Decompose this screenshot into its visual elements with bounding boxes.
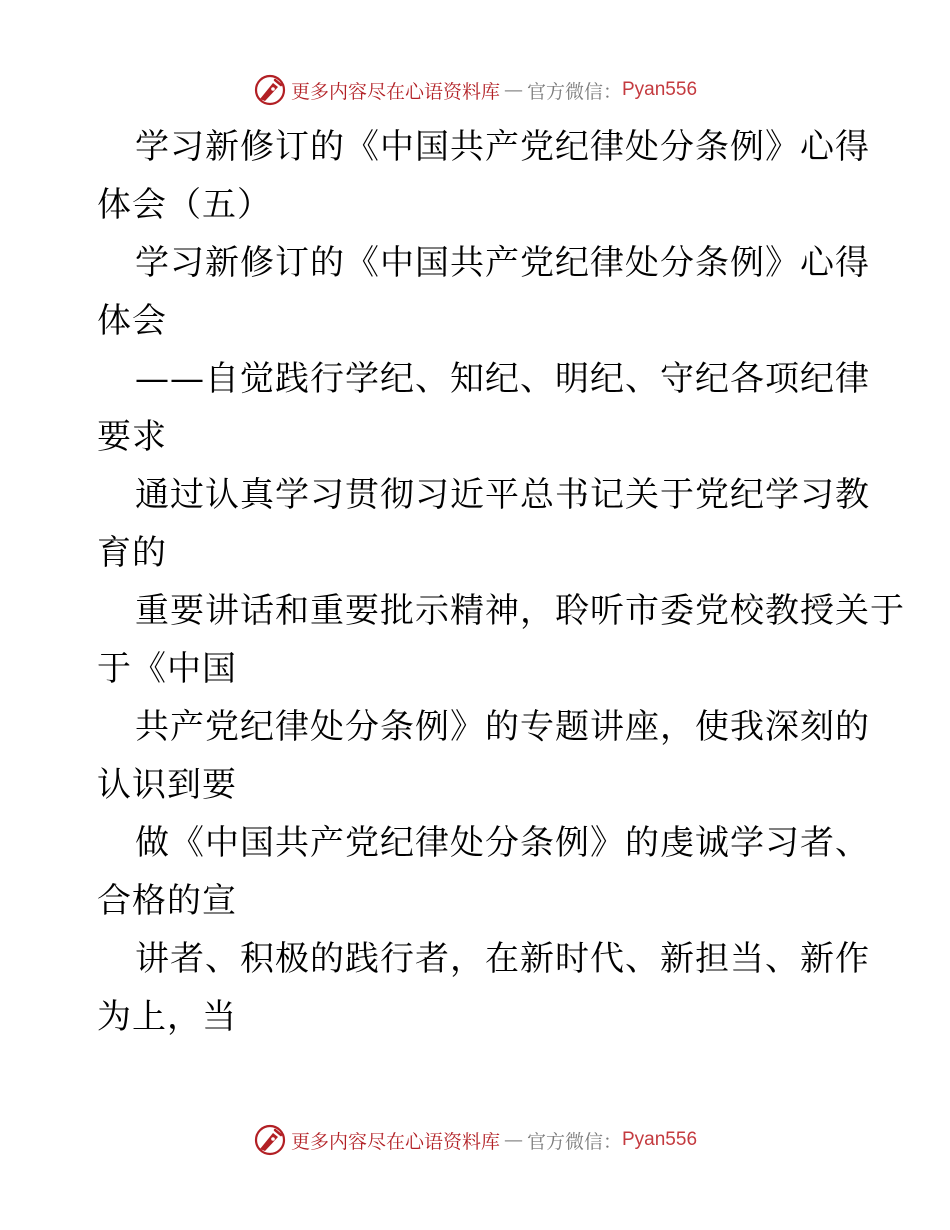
subtitle-line: 要求 — [97, 417, 167, 457]
watermark-official-label: 官方微信： — [526, 1130, 622, 1153]
paragraph-line: 合格的宣 — [97, 881, 237, 921]
document-body — [97, 118, 905, 1046]
subtitle-line: 体会 — [97, 301, 167, 341]
watermark-site-text: 更多内容尽在心语资料库 — [290, 80, 500, 103]
paragraph-line: 认识到要 — [97, 765, 237, 805]
watermark-account: Pyan556 — [622, 1129, 698, 1150]
footer-watermark — [0, 1120, 950, 1160]
paragraph-line: 做《中国共产党纪律处分条例》的虔诚学习者、 — [135, 823, 870, 863]
paragraph-line: 为上，当 — [97, 997, 237, 1037]
pen-nib-logo-icon — [253, 73, 287, 107]
paragraph-line: 重要讲话和重要批示精神，聆听市委党校教授关于 — [135, 591, 905, 631]
header-watermark — [0, 70, 950, 110]
watermark-official-label: 官方微信： — [526, 80, 622, 103]
title-line: 学习新修订的《中国共产党纪律处分条例》心得 — [135, 127, 870, 167]
paragraph-line: 共产党纪律处分条例》的专题讲座，使我深刻的 — [135, 707, 870, 747]
subtitle-line: ——自觉践行学纪、知纪、明纪、守纪各项纪律 — [135, 359, 870, 399]
title-line: 体会（五） — [97, 185, 272, 225]
watermark-account: Pyan556 — [622, 79, 698, 100]
paragraph-line: 育的 — [97, 533, 167, 573]
watermark-separator: — — [503, 79, 523, 101]
pen-nib-logo-icon — [253, 1123, 287, 1157]
watermark-separator: — — [503, 1129, 523, 1151]
watermark-site-text: 更多内容尽在心语资料库 — [290, 1130, 500, 1153]
paragraph-line: 于《中国 — [97, 649, 237, 689]
paragraph-line: 通过认真学习贯彻习近平总书记关于党纪学习教 — [135, 475, 870, 515]
subtitle-line: 学习新修订的《中国共产党纪律处分条例》心得 — [135, 243, 870, 283]
paragraph-line: 讲者、积极的践行者，在新时代、新担当、新作 — [135, 939, 870, 979]
